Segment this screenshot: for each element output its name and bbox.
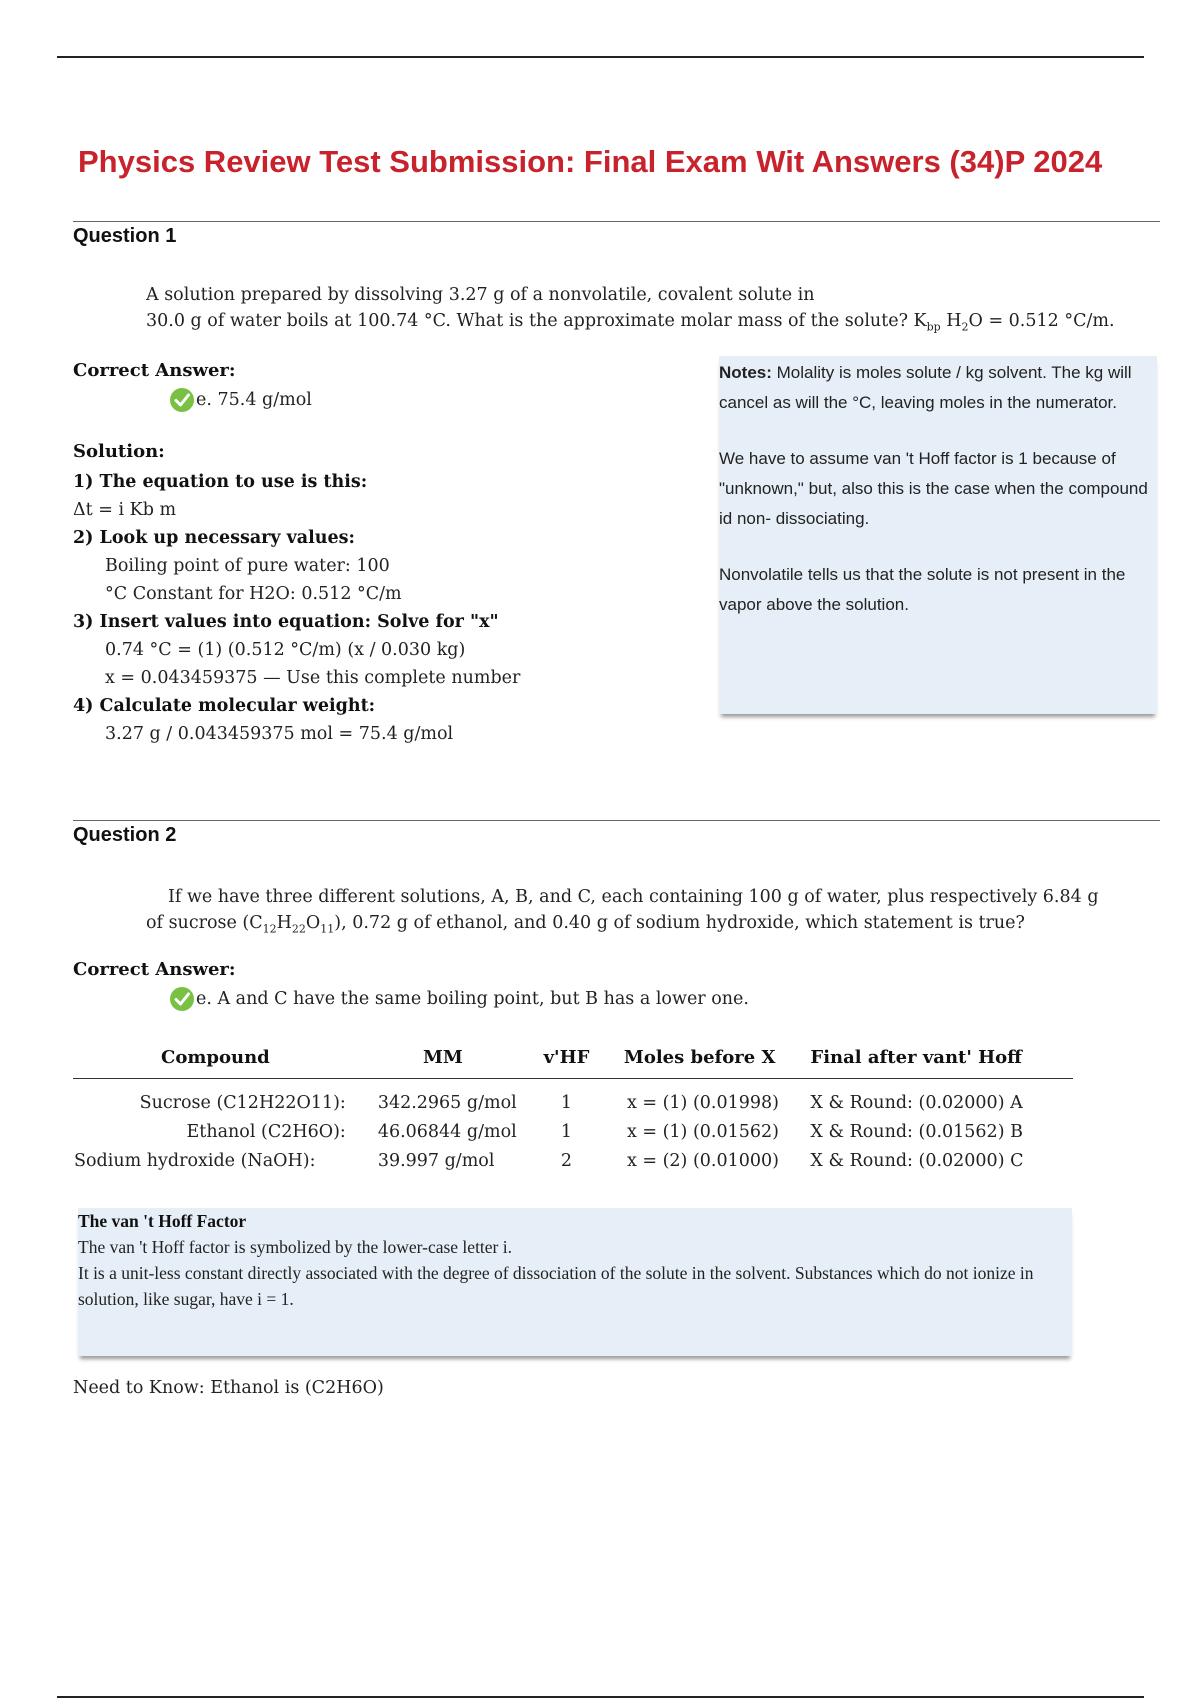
question-1-line-2a: 30.0 g of water boils at 100.74 °C. What is the approximate molar mass of the solute? K: [146, 311, 927, 331]
q2-line-2b: ), 0.72 g of ethanol, and 0.40 g of sodium hydroxide, which statement is true?: [334, 913, 1025, 933]
compound-table: [73, 1036, 1073, 1175]
insert-2: x = 0.043459375 — Use this complete number: [105, 668, 521, 688]
notes-text-1: Molality is moles solute / kg solvent. The kg will cancel as will the °C, leaving moles in the numerator.: [719, 363, 1132, 412]
question-1-heading: Question 1: [73, 225, 177, 247]
cell-compound: Ethanol (C2H6O):: [186, 1121, 346, 1142]
cell-final: X & Round: (0.02000) A: [810, 1092, 1023, 1113]
question-1-divider: [73, 221, 1160, 222]
page-title: Physics Review Test Submission: Final Exam Wit Answers (34)P 2024: [78, 144, 1103, 179]
vant-hoff-line-1: The van 't Hoff factor is symbolized by the lower-case letter i.: [78, 1237, 512, 1257]
question-2-heading: Question 2: [73, 824, 177, 846]
h2o-subscript: 2: [961, 320, 969, 334]
header-mm: MM: [358, 1036, 528, 1079]
cell-final: X & Round: (0.02000) C: [810, 1150, 1024, 1171]
notes-box: [719, 356, 1157, 714]
question-1-line-2: [146, 308, 1115, 341]
question-2-correct-label: Correct Answer:: [73, 959, 236, 980]
cell-moles: x = (1) (0.01998): [626, 1092, 779, 1113]
notes-paragraph-1: [719, 358, 1157, 418]
value-2: °C Constant for H2O: 0.512 °C/m: [105, 584, 402, 604]
question-2-text: [146, 884, 1146, 943]
question-2-divider: [73, 820, 1160, 821]
cell-moles: x = (1) (0.01562): [626, 1121, 779, 1142]
need-to-know: Need to Know: Ethanol is (C2H6O): [73, 1378, 384, 1398]
calculation: 3.27 g / 0.043459375 mol = 75.4 g/mol: [105, 724, 454, 744]
step-2: 2) Look up necessary values:: [73, 528, 355, 548]
header-vhf: v'HF: [528, 1036, 605, 1079]
cell-compound: Sucrose (C12H22O11):: [139, 1092, 346, 1113]
notes-label: Notes:: [719, 363, 772, 382]
kbp-subscript: bp: [926, 320, 941, 334]
question-1-text: [146, 282, 1115, 341]
bottom-rule: [57, 1696, 1144, 1698]
cell-final: X & Round: (0.01562) B: [810, 1121, 1023, 1142]
h-letter: H: [276, 913, 292, 933]
header-compound: Compound: [73, 1036, 358, 1079]
o-subscript: 11: [320, 922, 335, 936]
question-2-answer-text: e. A and C have the same boiling point, but B has a lower one.: [196, 989, 749, 1009]
cell-mm: 39.997 g/mol: [377, 1150, 495, 1171]
c-subscript: 12: [262, 922, 277, 936]
solution-label: Solution:: [73, 441, 165, 462]
question-2-answer: [170, 987, 749, 1011]
h-subscript: 22: [291, 922, 306, 936]
question-1-correct-label: Correct Answer:: [73, 360, 236, 381]
question-1-answer-text: e. 75.4 g/mol: [196, 390, 312, 410]
cell-compound: Sodium hydroxide (NaOH):: [74, 1150, 316, 1171]
insert-1: 0.74 °C = (1) (0.512 °C/m) (x / 0.030 kg): [105, 640, 466, 660]
check-icon: [170, 388, 194, 412]
header-moles: Moles before X: [605, 1036, 794, 1079]
question-1-line-2b: H: [940, 311, 962, 331]
top-rule: [57, 56, 1144, 58]
cell-vhf: 1: [560, 1092, 573, 1113]
table-row: [73, 1117, 1073, 1146]
question-2-line-1: If we have three different solutions, A, B, and C, each containing 100 g of water, plus respectively 6.84 g: [168, 887, 1099, 907]
cell-moles: x = (2) (0.01000): [626, 1150, 779, 1171]
header-final: Final after vant' Hoff: [794, 1036, 1073, 1079]
vant-hoff-title: The van 't Hoff Factor: [78, 1211, 247, 1231]
notes-paragraph-2: We have to assume van 't Hoff factor is 1 because of "unknown," but, also this is the case when the compound id non- dissociating.: [719, 449, 1148, 528]
cell-vhf: 1: [560, 1121, 573, 1142]
table-row: [73, 1079, 1073, 1118]
step-4: 4) Calculate molecular weight:: [73, 696, 376, 716]
question-2-line-2: [146, 910, 1146, 943]
step-1: 1) The equation to use is this:: [73, 472, 368, 492]
solution-steps: [73, 468, 693, 748]
cell-mm: 46.06844 g/mol: [377, 1121, 517, 1142]
o-letter: O: [305, 913, 321, 933]
step-3: 3) Insert values into equation: Solve for "x": [73, 612, 499, 632]
q2-line-2a: of sucrose (C: [146, 913, 263, 933]
question-1-line-1: A solution prepared by dissolving 3.27 g of a nonvolatile, covalent solute in: [146, 285, 815, 305]
cell-mm: 342.2965 g/mol: [377, 1092, 517, 1113]
cell-vhf: 2: [560, 1150, 573, 1171]
question-1-line-2c: O = 0.512 °C/m.: [968, 311, 1115, 331]
table-header-row: [73, 1036, 1073, 1079]
equation: Δt = i Kb m: [73, 500, 177, 520]
question-1-answer: [170, 388, 312, 412]
vant-hoff-line-2: It is a unit-less constant directly associated with the degree of dissociation of the solute in the solvent. Substances which do not ionize in solution, like sugar, have i = 1.: [78, 1263, 1034, 1309]
value-1: Boiling point of pure water: 100: [105, 556, 390, 576]
table-row: [73, 1146, 1073, 1175]
notes-paragraph-3: Nonvolatile tells us that the solute is not present in the vapor above the solution.: [719, 565, 1126, 614]
vant-hoff-box: [78, 1208, 1072, 1356]
check-icon: [170, 987, 194, 1011]
